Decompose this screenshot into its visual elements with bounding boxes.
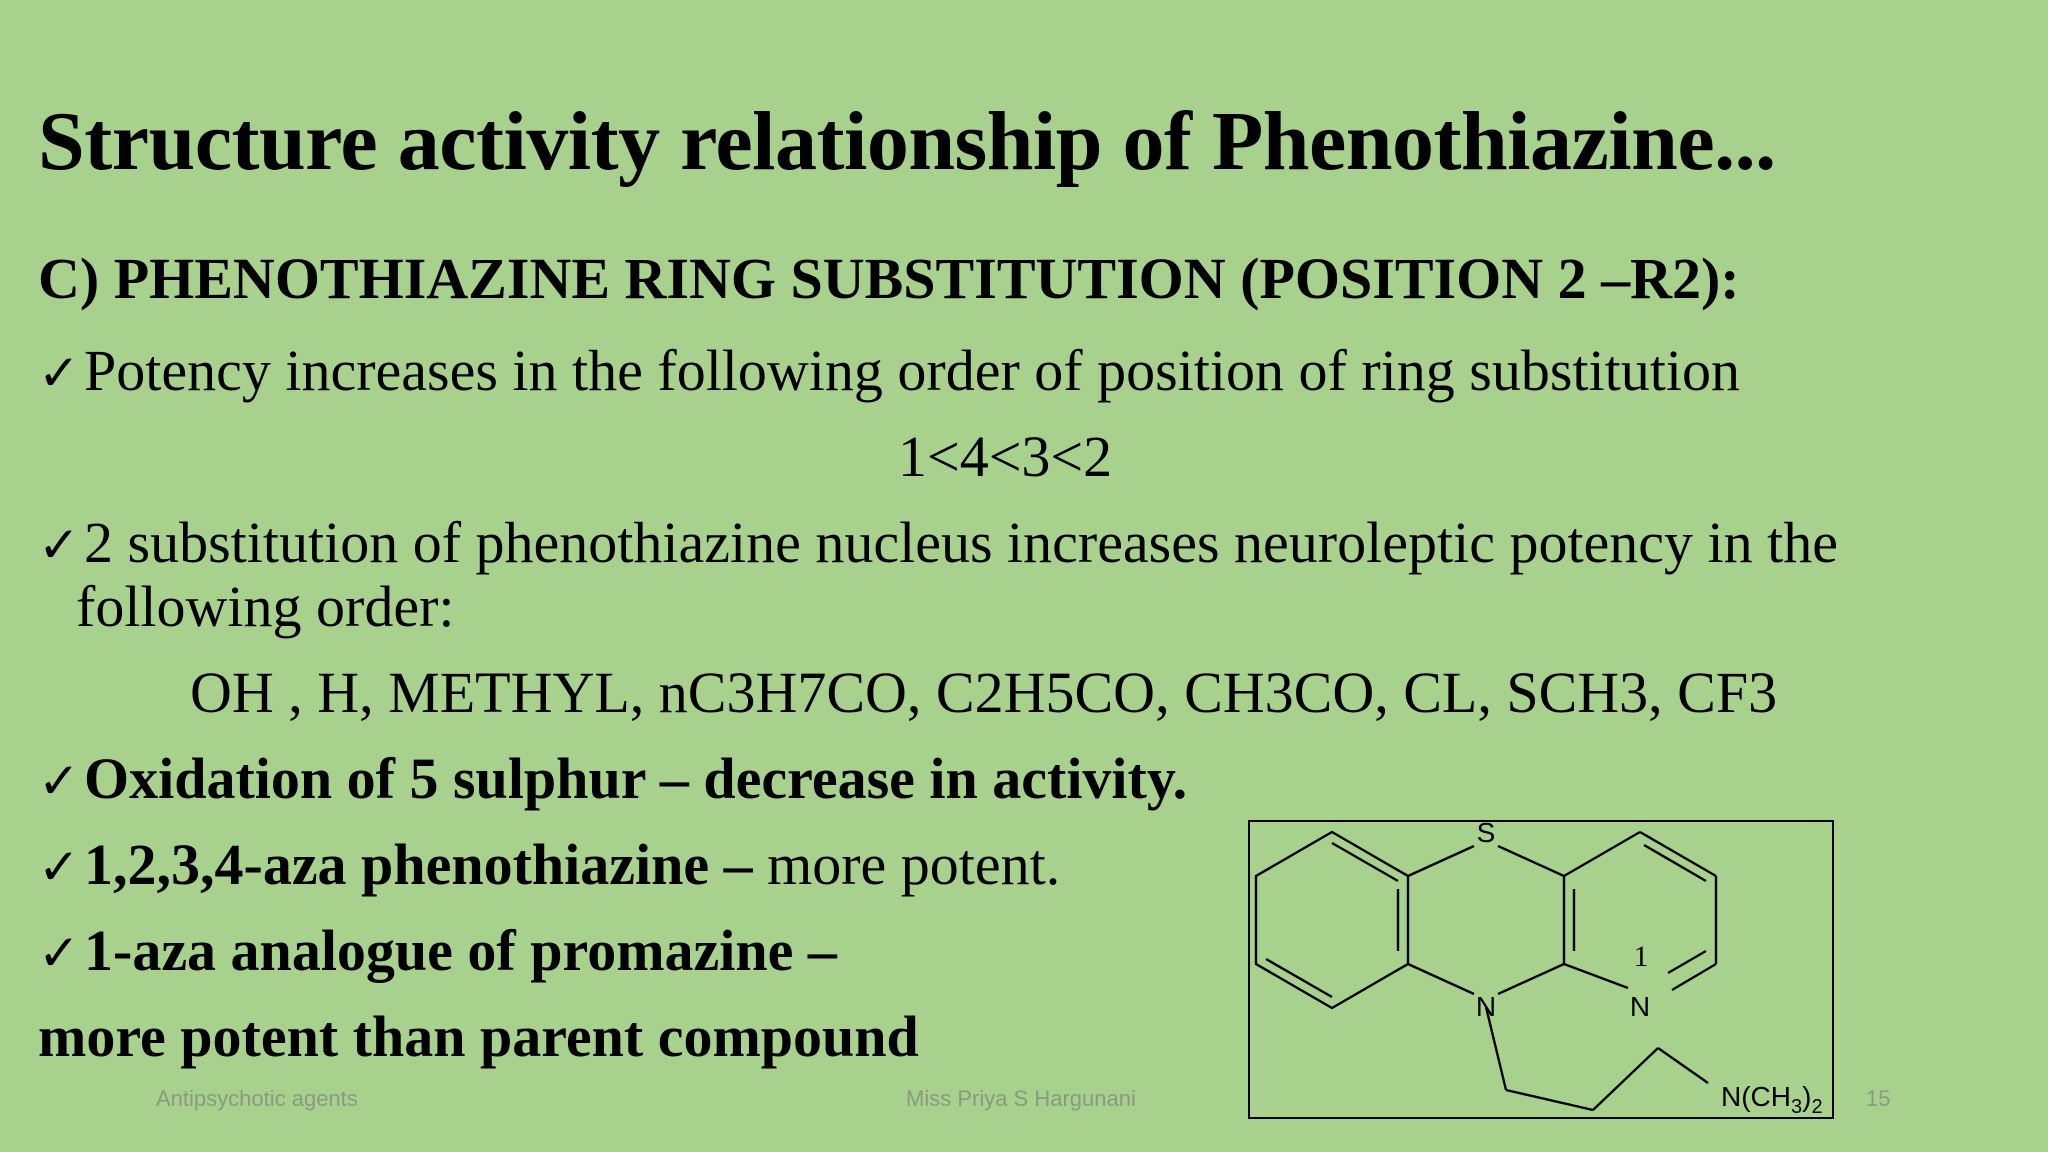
sulfur-label: S	[1476, 820, 1496, 848]
checkmark-icon: ✓	[38, 924, 80, 982]
position-number-label: 1	[1633, 940, 1649, 973]
dimethylamine-label: $N(CH_3)_2$	[1721, 1081, 1823, 1118]
bullet-text-bold: 1,2,3,4-aza phenothiazine –	[84, 832, 753, 897]
slide-title: Structure activity relationship of Phenothiazine...	[38, 95, 1776, 188]
bullet-oxidation	[38, 746, 1188, 811]
position-order: 1<4<3<2	[898, 424, 1113, 489]
ring-nitrogen-label: N	[1475, 991, 1497, 1022]
aza-promazine-structure	[1248, 820, 1834, 1119]
footer-author: Miss Priya S Hargunani	[906, 1086, 1136, 1111]
checkmark-icon: ✓	[38, 516, 80, 574]
checkmark-icon: ✓	[38, 838, 80, 896]
checkmark-icon: ✓	[38, 344, 80, 402]
bullet-substitution	[38, 510, 1839, 575]
bullet-text: 1-aza analogue of promazine –	[84, 918, 837, 983]
footer-page-number: 15	[1866, 1086, 1891, 1111]
benzene-ring	[1256, 832, 1408, 1008]
footer-topic: Antipsychotic agents	[156, 1086, 358, 1111]
bullet-potency-order	[38, 338, 1740, 403]
bullet-text: 2 substitution of phenothiazine nucleus increases neuroleptic potency in the	[84, 510, 1839, 575]
pyridine-nitrogen-label: N	[1629, 991, 1651, 1022]
bullet-aza-promazine	[38, 918, 837, 983]
thiazine-ring	[1408, 846, 1564, 994]
bullet-substitution-continued: following order:	[76, 574, 455, 639]
bullet-aza-promazine-continued: more potent than parent compound	[38, 1004, 919, 1069]
bullet-text: more potent.	[752, 832, 1061, 897]
bullet-text: Potency increases in the following order of position of ring substitution	[84, 338, 1740, 403]
section-heading: C) PHENOTHIAZINE RING SUBSTITUTION (POSITION 2 –R2):	[38, 246, 1740, 311]
substituent-order: OH , H, METHYL, nC3H7CO, C2H5CO, CH3CO, CL, SCH3, CF3	[190, 660, 1778, 725]
checkmark-icon: ✓	[38, 752, 80, 810]
side-chain	[1486, 1007, 1708, 1110]
bullet-aza-phenothiazine	[38, 832, 1061, 897]
bullet-text: Oxidation of 5 sulphur – decrease in activity.	[84, 746, 1188, 811]
